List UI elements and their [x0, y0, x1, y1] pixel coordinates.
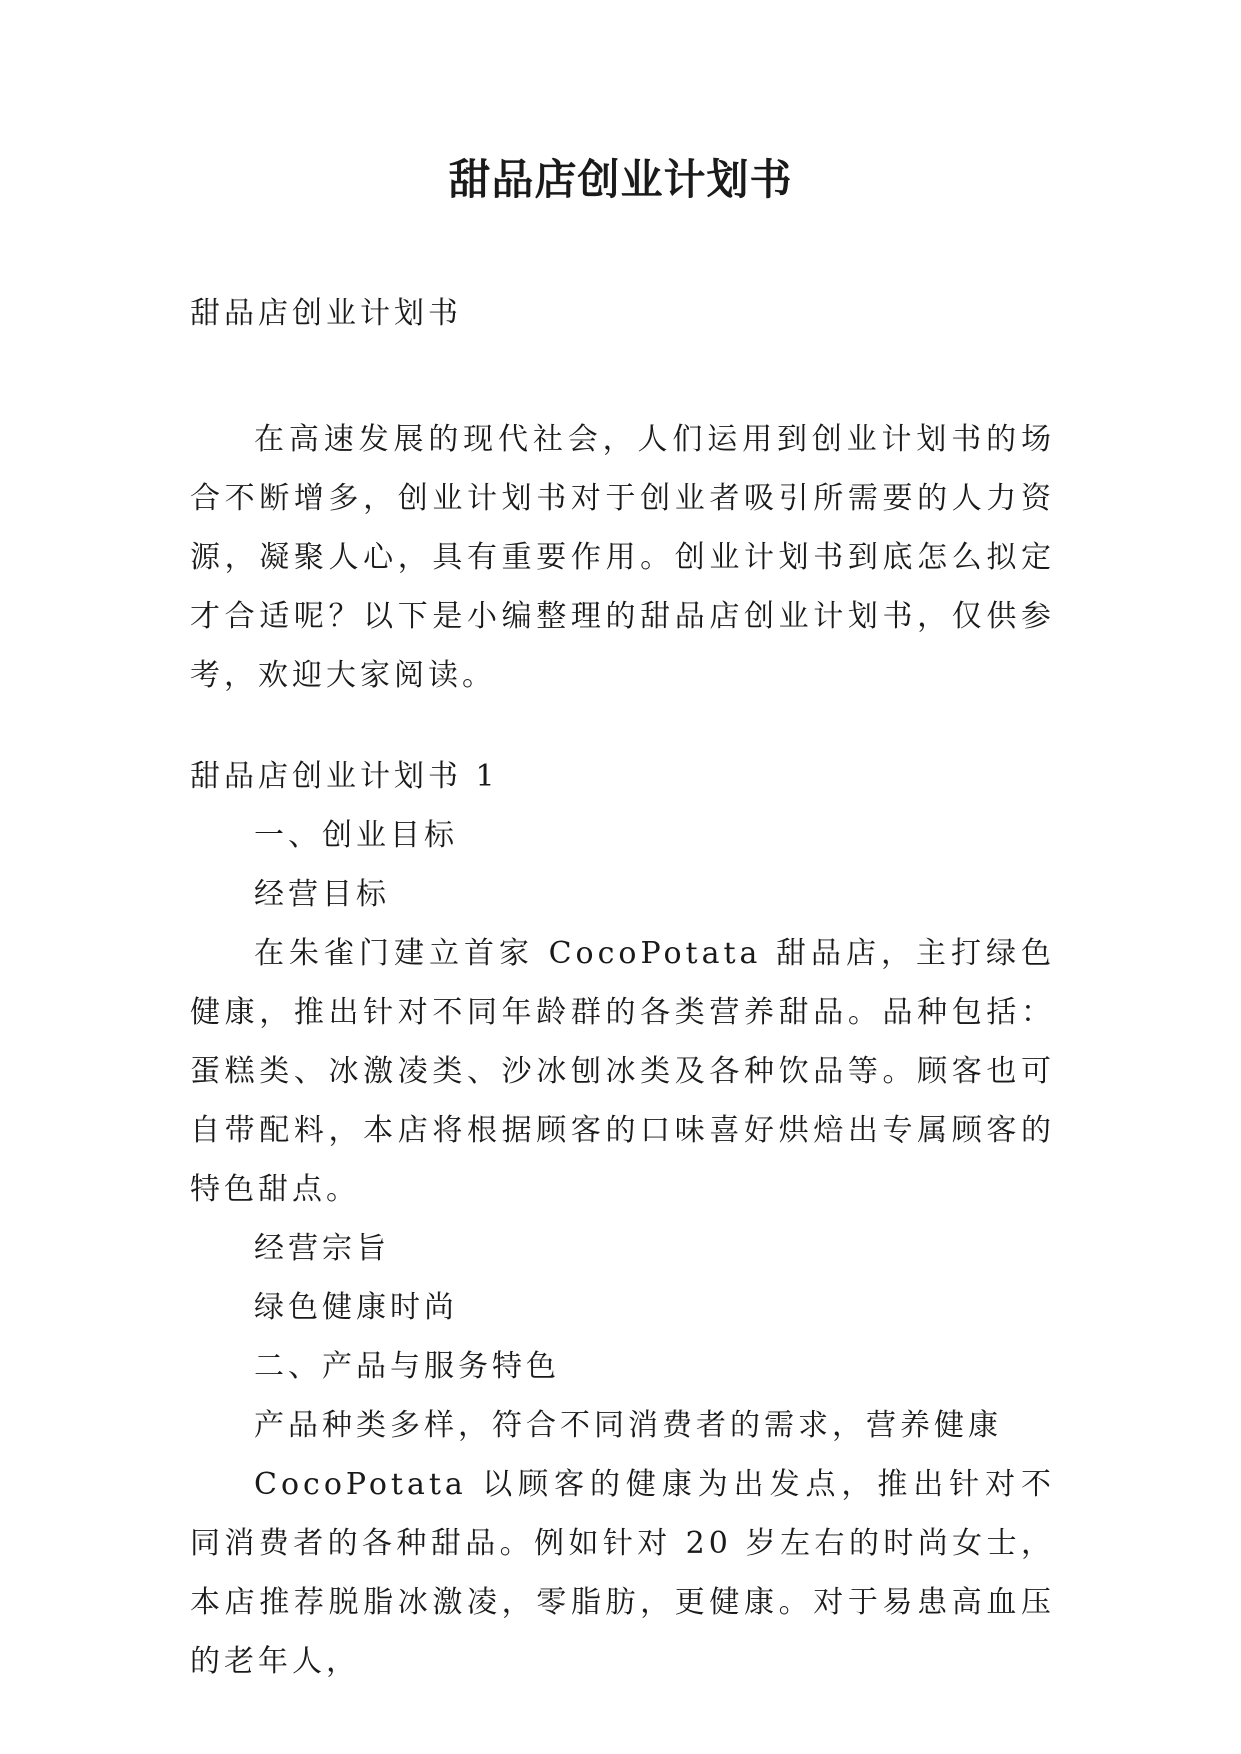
plan-body — [190, 747, 1055, 1691]
section-title: 甜品店创业计划书 1 — [190, 759, 499, 794]
document-subtitle: 甜品店创业计划书 — [190, 296, 462, 331]
document-title: 甜品店创业计划书 — [448, 155, 793, 204]
text-business-purpose: 绿色健康时尚 — [254, 1290, 458, 1325]
intro-paragraph: 在高速发展的现代社会，人们运用到创业计划书的场合不断增多，创业计划书对于创业者吸引所需要的人力资源，凝聚人心，具有重要作用。创业计划书到底怎么拟定才合适呢？以下是小编整理的甜品店创业计划书，仅供参考，欢迎大家阅读。 — [190, 422, 1055, 693]
paragraph-business-goal: 在朱雀门建立首家 CocoPotata 甜品店，主打绿色健康，推出针对不同年龄群的各类营养甜品。品种包括：蛋糕类、冰激凌类、沙冰刨冰类及各种饮品等。顾客也可自带配料，本店将根据顾客的口味喜好烘焙出专属顾客的特色甜点。 — [190, 936, 1055, 1207]
intro-block — [190, 410, 1055, 705]
heading-products: 二、产品与服务特色 — [254, 1349, 560, 1384]
subheading-business-purpose: 经营宗旨 — [254, 1231, 390, 1266]
paragraph-products: CocoPotata 以顾客的健康为出发点，推出针对不同消费者的各种甜品。例如针对 20 岁左右的时尚女士，本店推荐脱脂冰激凌，零脂肪，更健康。对于易患高血压的老年人， — [190, 1467, 1055, 1679]
subheading-business-goal: 经营目标 — [254, 877, 390, 912]
subheading-product-variety: 产品种类多样，符合不同消费者的需求，营养健康 — [254, 1408, 1002, 1443]
heading-goals: 一、创业目标 — [254, 818, 458, 853]
